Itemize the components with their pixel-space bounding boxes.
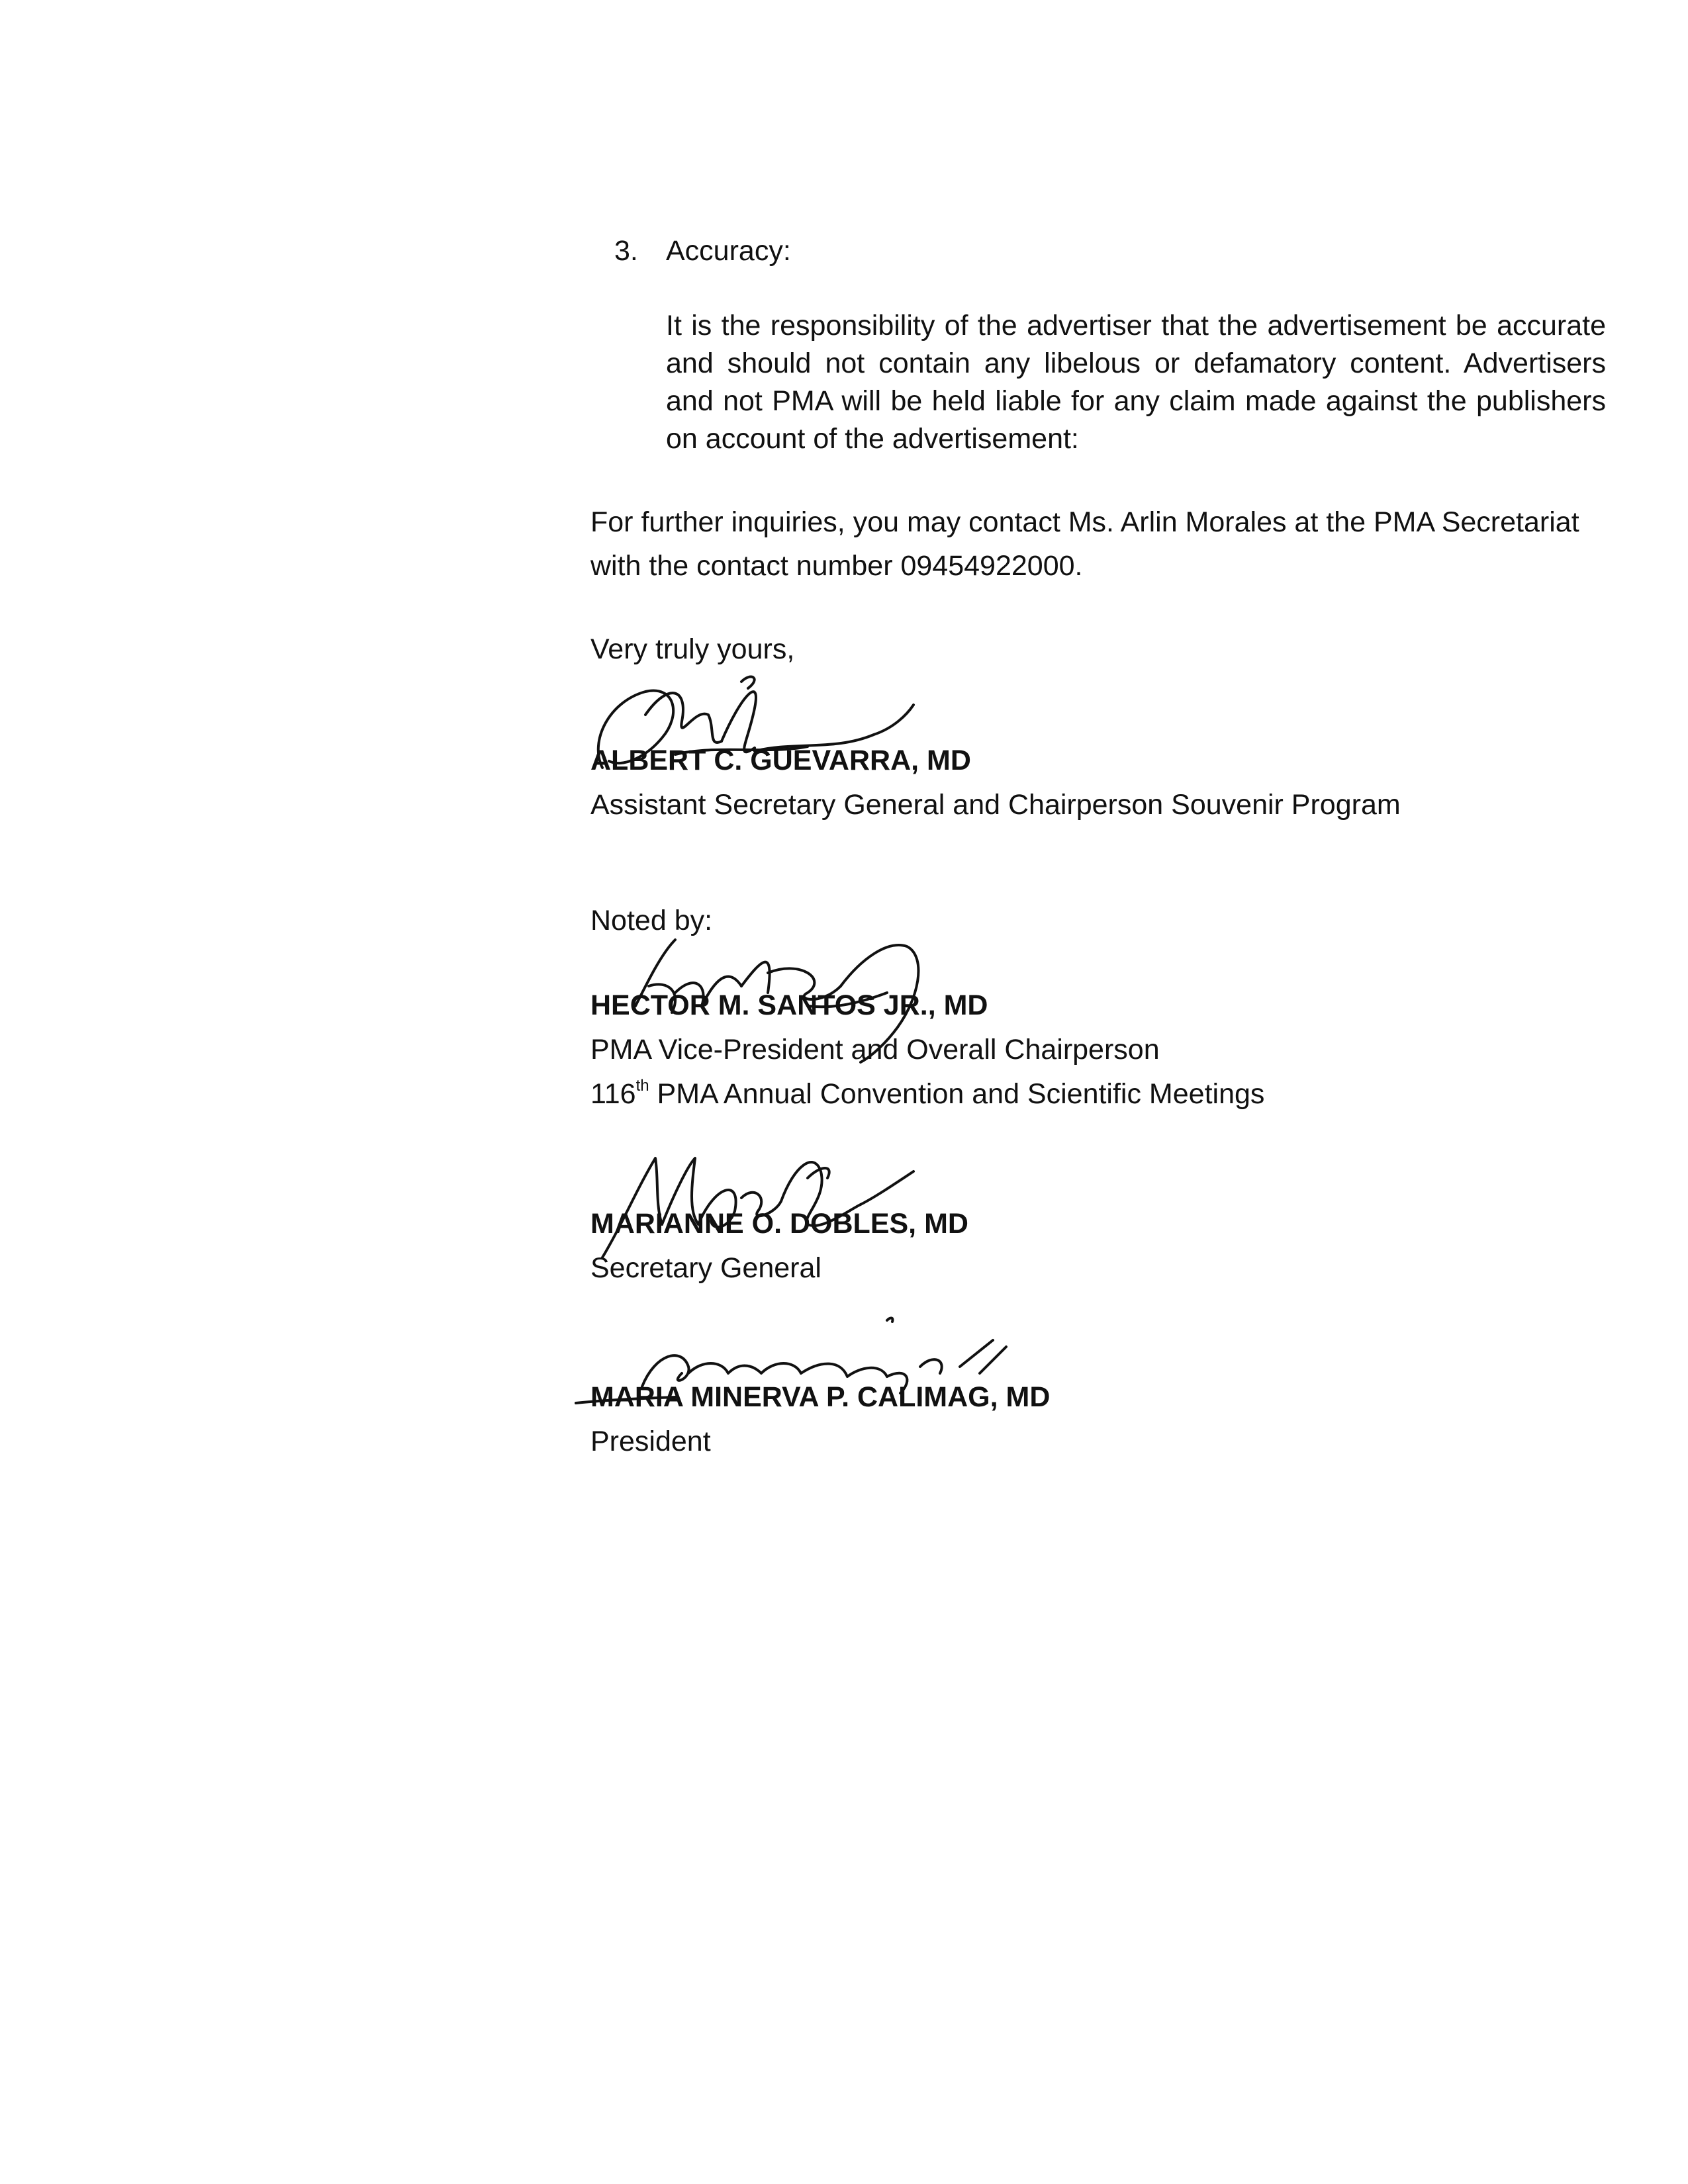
inquiry-paragraph: For further inquiries, you may contact Ms. Arlin Morales at the PMA Secretariat with the contact number 09454922000. xyxy=(590,506,1579,582)
signatory-4-name: MARIA MINERVA P. CALIMAG, MD xyxy=(590,1381,1051,1413)
section-heading: Accuracy: xyxy=(666,235,791,267)
event-name: PMA Annual Convention and Scientific Meetings xyxy=(649,1078,1265,1110)
section-body: It is the responsibility of the advertiser that the advertisement be accurate and should not contain any libelous or defamatory content. Advertisers and not PMA will be held liable for any claim made against the publishers on account of the advertisement: xyxy=(666,310,1606,455)
closing-line: Very truly yours, xyxy=(590,633,795,665)
signatory-2-title-line1: PMA Vice-President and Overall Chairperson xyxy=(590,1034,1160,1066)
signature-dobles xyxy=(583,1138,953,1264)
noted-by-label: Noted by: xyxy=(590,905,713,936)
ordinal-number: 116 xyxy=(590,1078,636,1110)
signatory-3-title: Secretary General xyxy=(590,1252,821,1284)
signatory-2-name: HECTOR M. SANTOS JR., MD xyxy=(590,989,988,1021)
signatory-2-title-line2 xyxy=(590,1075,1264,1113)
signatory-1-name: ALBERT C. GUEVARRA, MD xyxy=(590,745,971,776)
signatory-4-title: President xyxy=(590,1426,711,1457)
section-number: 3. xyxy=(614,235,638,267)
signatory-3-name: MARIANNE O. DOBLES, MD xyxy=(590,1208,968,1240)
ordinal-suffix: th xyxy=(635,1076,649,1095)
signatory-1-title: Assistant Secretary General and Chairperson Souvenir Program xyxy=(590,789,1401,821)
